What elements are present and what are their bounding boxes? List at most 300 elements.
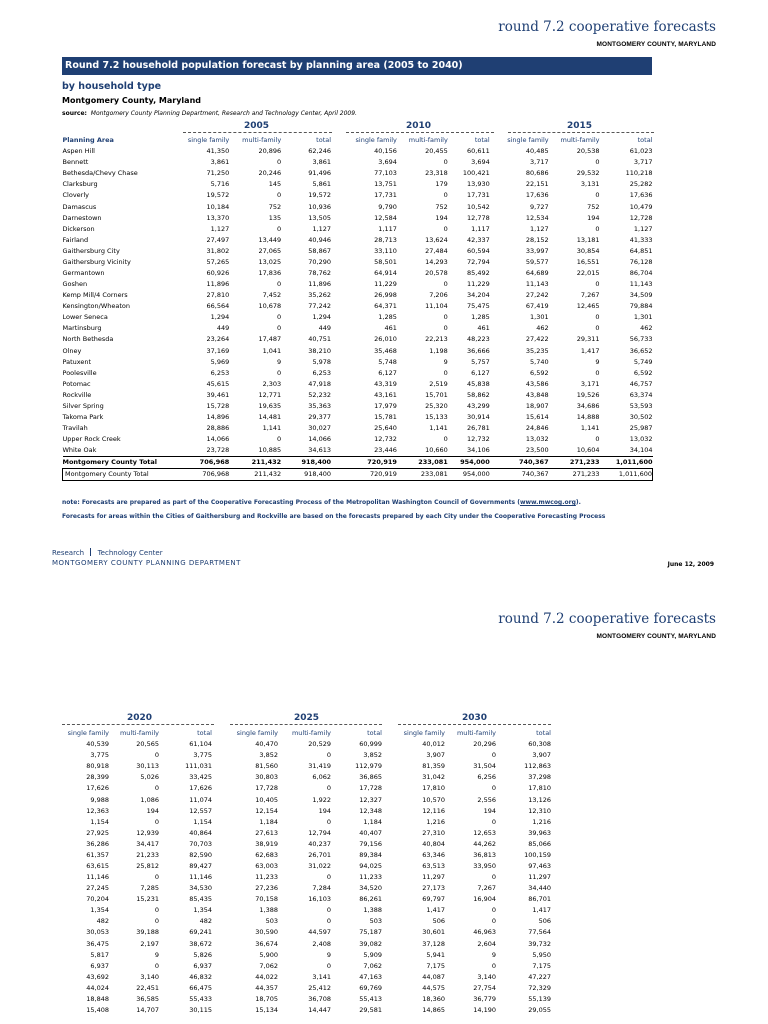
table-cell: 0: [326, 917, 331, 926]
table-row: [62, 905, 551, 916]
table-row: [63, 345, 653, 356]
table-cell: 39,461: [206, 390, 230, 399]
table-row: [62, 938, 551, 949]
table-cell: 1,041: [262, 346, 282, 355]
table-cell: 6,592: [633, 368, 653, 377]
table-cell: 60,594: [466, 246, 490, 255]
table-cell: 100,421: [462, 169, 490, 178]
table-cell: 15,408: [86, 1005, 109, 1014]
table-cell: 17,626: [189, 784, 212, 793]
column-header-planning-area: Planning Area: [62, 136, 114, 145]
forecast-table-2005-2015: [62, 135, 653, 481]
table-cell: 29,581: [359, 1005, 382, 1014]
table-cell: 9: [154, 950, 159, 959]
table-cell: 112,863: [524, 762, 551, 771]
table-cell: 13,751: [374, 180, 397, 189]
planning-area-name: Kemp Mill/4 Corners: [62, 291, 128, 300]
table-cell: 48,223: [466, 335, 490, 344]
column-header: single family: [403, 729, 445, 738]
table-cell: 12,534: [525, 213, 549, 222]
table-cell: 11,074: [189, 795, 212, 804]
table-cell: 14,896: [206, 412, 230, 421]
table-cell: 3,141: [312, 972, 331, 981]
table-cell: 14,066: [308, 435, 332, 444]
table-row: [62, 772, 551, 783]
table-row: [62, 983, 551, 994]
table-row: [63, 312, 653, 323]
table-cell: 0: [154, 873, 159, 882]
table-cell: 36,286: [86, 839, 109, 848]
table-row: [63, 334, 653, 345]
table-cell: 28,399: [86, 773, 109, 782]
table-cell: 14,707: [136, 1005, 159, 1014]
table-cell: 7,284: [312, 884, 331, 893]
table-cell: 233,081: [397, 457, 448, 469]
table-cell: 30,914: [466, 412, 490, 421]
planning-area-name: Lower Seneca: [62, 313, 108, 322]
table-cell: 954,000: [448, 469, 490, 481]
table-cell: 11,143: [629, 280, 653, 289]
table-row: [62, 828, 551, 839]
table-cell: 22,451: [136, 983, 159, 992]
table-cell: 69,797: [422, 895, 445, 904]
table-cell: 11,143: [525, 280, 549, 289]
table-cell: 70,158: [255, 895, 278, 904]
table-cell: 135: [268, 213, 282, 222]
table-cell: 25,320: [425, 401, 448, 410]
table-cell: 1,216: [426, 817, 445, 826]
table-cell: 0: [595, 280, 600, 289]
table-cell: 33,425: [189, 773, 212, 782]
planning-area-name: Kensington/Wheaton: [62, 302, 131, 311]
table-cell: 12,794: [308, 828, 331, 837]
table-cell: 36,475: [86, 939, 109, 948]
table-cell: 720,919: [331, 469, 397, 481]
table-cell: 5,950: [532, 950, 551, 959]
table-cell: 5,969: [210, 357, 230, 366]
table-cell: 38,919: [255, 839, 278, 848]
table-cell: 86,701: [528, 895, 551, 904]
total-row-outlined: [63, 469, 653, 481]
table-cell: 61,357: [86, 850, 109, 859]
table-cell: 94,025: [359, 861, 382, 870]
table-cell: 25,412: [308, 983, 331, 992]
note-cooperative-forecasting: [62, 499, 581, 506]
table-cell: 44,262: [473, 839, 496, 848]
table-cell: 15,781: [374, 412, 397, 421]
header-county: MONTGOMERY COUNTY, MARYLAND: [596, 633, 716, 640]
table-row: [62, 972, 551, 983]
planning-area-name: Upper Rock Creek: [62, 435, 121, 444]
table-cell: 3,775: [90, 751, 109, 760]
table-cell: 62,683: [255, 850, 278, 859]
table-cell: 30,113: [136, 762, 159, 771]
table-cell: 194: [435, 213, 448, 222]
table-cell: 82,590: [189, 850, 212, 859]
table-cell: 40,751: [308, 335, 332, 344]
table-cell: 75,187: [359, 928, 382, 937]
table-cell: 706,968: [174, 457, 229, 469]
table-cell: 30,053: [86, 928, 109, 937]
table-cell: 12,348: [359, 806, 382, 815]
table-cell: 39,188: [136, 928, 159, 937]
table-cell: 17,728: [255, 784, 278, 793]
table-cell: 75,475: [466, 302, 490, 311]
table-cell: 2,408: [312, 939, 331, 948]
table-row: [62, 883, 551, 894]
table-cell: 85,492: [466, 268, 490, 277]
footer-date: June 12, 2009: [667, 561, 714, 568]
table-cell: 13,449: [258, 235, 282, 244]
table-cell: 0: [443, 280, 448, 289]
table-cell: 9: [491, 950, 496, 959]
table-cell: 25,812: [136, 861, 159, 870]
table-cell: 61,104: [189, 740, 212, 749]
table-cell: 0: [443, 224, 448, 233]
table-cell: 47,918: [308, 379, 332, 388]
note-cities: Forecasts for areas within the Cities of Gaithersburg and Rockville are based on the forecasts prepared by each City under the Cooperative Forecasting Process: [62, 513, 606, 520]
table-cell: 10,405: [255, 795, 278, 804]
table-cell: 1,127: [633, 224, 653, 233]
table-cell: 76,128: [629, 257, 653, 266]
column-header: multi-family: [119, 729, 159, 738]
table-cell: 11,104: [425, 302, 448, 311]
table-cell: 5,757: [471, 357, 490, 366]
table-cell: 97,463: [528, 861, 551, 870]
note-text: note: Forecasts are prepared as part of the Cooperative Forecasting Process of the Metropolitan Washington Council of Governments (: [62, 499, 520, 506]
table-cell: 20,565: [136, 740, 159, 749]
column-header: multi-family: [242, 136, 282, 145]
table-cell: 47,227: [528, 972, 551, 981]
table-cell: 18,360: [422, 994, 445, 1003]
planning-area-name: Damascus: [62, 202, 97, 211]
table-cell: 482: [96, 917, 109, 926]
table-cell: 36,708: [308, 994, 331, 1003]
table-cell: 1,011,600: [600, 457, 653, 469]
table-cell: 0: [491, 917, 496, 926]
table-cell: 9,988: [90, 795, 109, 804]
table-cell: 71,250: [206, 169, 230, 178]
table-row: [62, 894, 551, 905]
table-cell: 0: [491, 906, 496, 915]
table-cell: 33,950: [473, 861, 496, 870]
table-cell: 11,896: [308, 280, 332, 289]
table-cell: 461: [477, 324, 490, 333]
table-cell: 39,963: [528, 828, 551, 837]
table-cell: 13,032: [525, 435, 549, 444]
column-header: multi-family: [560, 136, 600, 145]
table-cell: 91,496: [308, 169, 332, 178]
planning-area-name: Clarksburg: [62, 180, 98, 189]
table-cell: 3,694: [471, 158, 490, 167]
table-cell: 44,575: [422, 983, 445, 992]
planning-area-name: Travilah: [62, 424, 88, 433]
table-cell: 72,794: [466, 257, 490, 266]
table-cell: 34,440: [528, 884, 551, 893]
table-row: [62, 927, 551, 938]
table-cell: 86,704: [629, 268, 653, 277]
table-cell: 5,978: [312, 357, 332, 366]
table-cell: 0: [277, 280, 282, 289]
table-cell: 46,963: [473, 928, 496, 937]
table-row: [62, 750, 551, 761]
table-cell: 45,615: [206, 379, 230, 388]
table-cell: 3,140: [140, 972, 159, 981]
table-cell: 740,367: [490, 469, 549, 481]
table-cell: 43,586: [525, 379, 549, 388]
table-cell: 26,010: [374, 335, 397, 344]
table-cell: 60,611: [466, 147, 490, 156]
table-cell: 17,487: [258, 335, 282, 344]
table-cell: 11,229: [374, 280, 397, 289]
table-cell: 3,171: [580, 379, 600, 388]
table-cell: 3,140: [477, 972, 496, 981]
table-row: [63, 224, 653, 235]
table-cell: 58,867: [308, 246, 332, 255]
table-cell: 1,127: [210, 224, 230, 233]
table-cell: 2,197: [140, 939, 159, 948]
table-row: [63, 268, 653, 279]
table-cell: 47,163: [359, 972, 382, 981]
table-cell: 29,377: [308, 412, 332, 421]
table-cell: 27,310: [422, 828, 445, 837]
column-header: total: [316, 136, 332, 145]
table-cell: 33,110: [374, 246, 397, 255]
table-cell: 11,146: [86, 873, 109, 882]
table-cell: 77,242: [308, 302, 332, 311]
table-cell: 16,904: [473, 895, 496, 904]
table-row: [63, 379, 653, 390]
table-cell: 9: [443, 357, 448, 366]
table-cell: 17,636: [629, 191, 653, 200]
table-cell: 19,572: [206, 191, 230, 200]
table-cell: 6,256: [477, 773, 496, 782]
table-cell: 43,692: [86, 972, 109, 981]
table-cell: 18,848: [86, 994, 109, 1003]
table-cell: 40,804: [422, 839, 445, 848]
planning-area-name: Gaithersburg City: [62, 246, 120, 255]
table-cell: 3,775: [193, 751, 212, 760]
table-cell: 23,728: [206, 446, 230, 455]
table-cell: 100,159: [524, 850, 551, 859]
table-cell: 27,173: [422, 884, 445, 893]
table-cell: 0: [154, 751, 159, 760]
table-cell: 0: [277, 313, 282, 322]
table-cell: 29,311: [576, 335, 600, 344]
table-cell: 0: [154, 784, 159, 793]
table-cell: 10,936: [308, 202, 332, 211]
table-cell: 10,479: [629, 202, 653, 211]
footer-department: [52, 548, 241, 567]
table-cell: 1,388: [259, 906, 278, 915]
table-cell: 12,732: [374, 435, 397, 444]
table-cell: 3,131: [580, 180, 600, 189]
table-cell: 41,333: [629, 235, 653, 244]
year-divider: [62, 724, 214, 725]
table-cell: 35,262: [308, 291, 332, 300]
table-cell: 0: [595, 224, 600, 233]
table-cell: 37,298: [528, 773, 551, 782]
table-cell: 1,011,600: [600, 469, 653, 481]
table-cell: 0: [443, 435, 448, 444]
table-cell: 17,626: [86, 784, 109, 793]
table-cell: 5,749: [633, 357, 653, 366]
table-cell: 11,233: [255, 873, 278, 882]
table-cell: 35,363: [308, 401, 332, 410]
table-cell: 13,032: [629, 435, 653, 444]
table-cell: 77,564: [528, 928, 551, 937]
table-cell: 12,154: [255, 806, 278, 815]
mwcog-link[interactable]: www.mwcog.org: [519, 499, 576, 506]
table-cell: 271,233: [549, 469, 600, 481]
table-cell: 70,703: [189, 839, 212, 848]
table-cell: 43,319: [374, 379, 397, 388]
table-cell: 20,538: [576, 147, 600, 156]
table-cell: 67,419: [525, 302, 549, 311]
table-cell: 9: [326, 950, 331, 959]
table-cell: 20,896: [258, 147, 282, 156]
table-row: [62, 916, 551, 927]
column-header: total: [367, 729, 382, 738]
table-cell: 38,672: [189, 939, 212, 948]
table-cell: 28,713: [374, 235, 397, 244]
table-cell: 89,384: [359, 850, 382, 859]
table-cell: 27,497: [206, 235, 230, 244]
table-row: [63, 168, 653, 179]
table-row: [62, 783, 551, 794]
table-cell: 58,501: [374, 257, 397, 266]
table-row: [62, 1005, 551, 1016]
table-cell: 13,025: [258, 257, 282, 266]
table-cell: 10,542: [466, 202, 490, 211]
table-cell: 6,253: [210, 368, 230, 377]
table-cell: 1,086: [140, 795, 159, 804]
table-cell: 36,779: [473, 994, 496, 1003]
table-cell: 31,022: [308, 861, 331, 870]
table-cell: 57,265: [206, 257, 230, 266]
table-cell: 55,413: [359, 994, 382, 1003]
table-cell: 29,532: [576, 169, 600, 178]
table-cell: 7,175: [426, 961, 445, 970]
table-cell: 482: [199, 917, 212, 926]
table-cell: 0: [277, 435, 282, 444]
year-heading: 2030: [462, 713, 488, 723]
table-cell: 15,134: [255, 1005, 278, 1014]
table-cell: 28,886: [206, 424, 230, 433]
year-divider: [346, 132, 494, 133]
table-cell: 110,218: [625, 169, 653, 178]
table-cell: 12,310: [528, 806, 551, 815]
table-cell: 17,636: [525, 191, 549, 200]
table-cell: 34,509: [629, 291, 653, 300]
table-cell: 9: [277, 357, 282, 366]
table-cell: 40,012: [422, 740, 445, 749]
table-cell: 1,141: [429, 424, 448, 433]
table-cell: 23,264: [206, 335, 230, 344]
table-cell: 5,909: [363, 950, 382, 959]
table-cell: 37,169: [206, 346, 230, 355]
table-row: [63, 213, 653, 224]
table-row: [62, 839, 551, 850]
table-cell: 19,572: [308, 191, 332, 200]
table-cell: 11,896: [206, 280, 230, 289]
column-header: total: [536, 729, 551, 738]
table-cell: 20,455: [425, 147, 448, 156]
table-cell: 3,861: [312, 158, 332, 167]
table-cell: 70,290: [308, 257, 332, 266]
table-cell: 3,694: [378, 158, 397, 167]
table-cell: 31,802: [206, 246, 230, 255]
table-cell: 63,374: [629, 390, 653, 399]
table-cell: 22,015: [576, 268, 600, 277]
column-header: total: [197, 729, 212, 738]
planning-area-name: White Oak: [62, 446, 97, 455]
table-cell: 78,762: [308, 268, 332, 277]
table-cell: 44,024: [86, 983, 109, 992]
table-cell: 28,152: [525, 235, 549, 244]
table-cell: 39,732: [528, 939, 551, 948]
table-cell: 23,318: [425, 169, 448, 178]
table-cell: 0: [154, 917, 159, 926]
table-cell: 0: [277, 368, 282, 377]
table-cell: 64,851: [629, 246, 653, 255]
table-cell: 0: [595, 435, 600, 444]
table-cell: 462: [536, 324, 549, 333]
table-cell: 17,836: [258, 268, 282, 277]
table-cell: 10,678: [258, 302, 282, 311]
table-cell: 0: [326, 751, 331, 760]
table-cell: 1,294: [312, 313, 332, 322]
table-row: [63, 146, 653, 157]
table-cell: 9: [595, 357, 600, 366]
planning-area-name: Cloverly: [62, 191, 89, 200]
table-cell: 0: [154, 906, 159, 915]
table-cell: 56,733: [629, 335, 653, 344]
table-cell: 31,042: [422, 773, 445, 782]
planning-area-name: Fairland: [62, 235, 89, 244]
table-cell: 34,104: [629, 446, 653, 455]
table-cell: 10,660: [425, 446, 448, 455]
table-cell: 45,838: [466, 379, 490, 388]
table-row: [63, 279, 653, 290]
table-cell: 0: [443, 324, 448, 333]
table-cell: 27,810: [206, 291, 230, 300]
column-header: single family: [187, 136, 230, 145]
planning-area-name: Martinsburg: [62, 324, 102, 333]
table-cell: 20,296: [473, 740, 496, 749]
table-cell: 44,087: [422, 972, 445, 981]
table-cell: 15,133: [425, 412, 448, 421]
table-cell: 63,346: [422, 850, 445, 859]
table-cell: 60,999: [359, 740, 382, 749]
table-cell: 1,417: [426, 906, 445, 915]
table-cell: 30,502: [629, 412, 653, 421]
table-cell: 27,065: [258, 246, 282, 255]
table-cell: 81,560: [255, 762, 278, 771]
table-cell: 145: [268, 180, 282, 189]
table-cell: 506: [432, 917, 445, 926]
table-cell: 70,204: [86, 895, 109, 904]
table-cell: 0: [595, 368, 600, 377]
table-cell: 1,117: [378, 224, 397, 233]
table-cell: 2,519: [429, 379, 448, 388]
table-cell: 1,354: [90, 906, 109, 915]
table-cell: 6,127: [378, 368, 397, 377]
table-cell: 85,435: [189, 895, 212, 904]
table-cell: 17,728: [359, 784, 382, 793]
table-cell: 40,470: [255, 740, 278, 749]
table-cell: 0: [326, 873, 331, 882]
